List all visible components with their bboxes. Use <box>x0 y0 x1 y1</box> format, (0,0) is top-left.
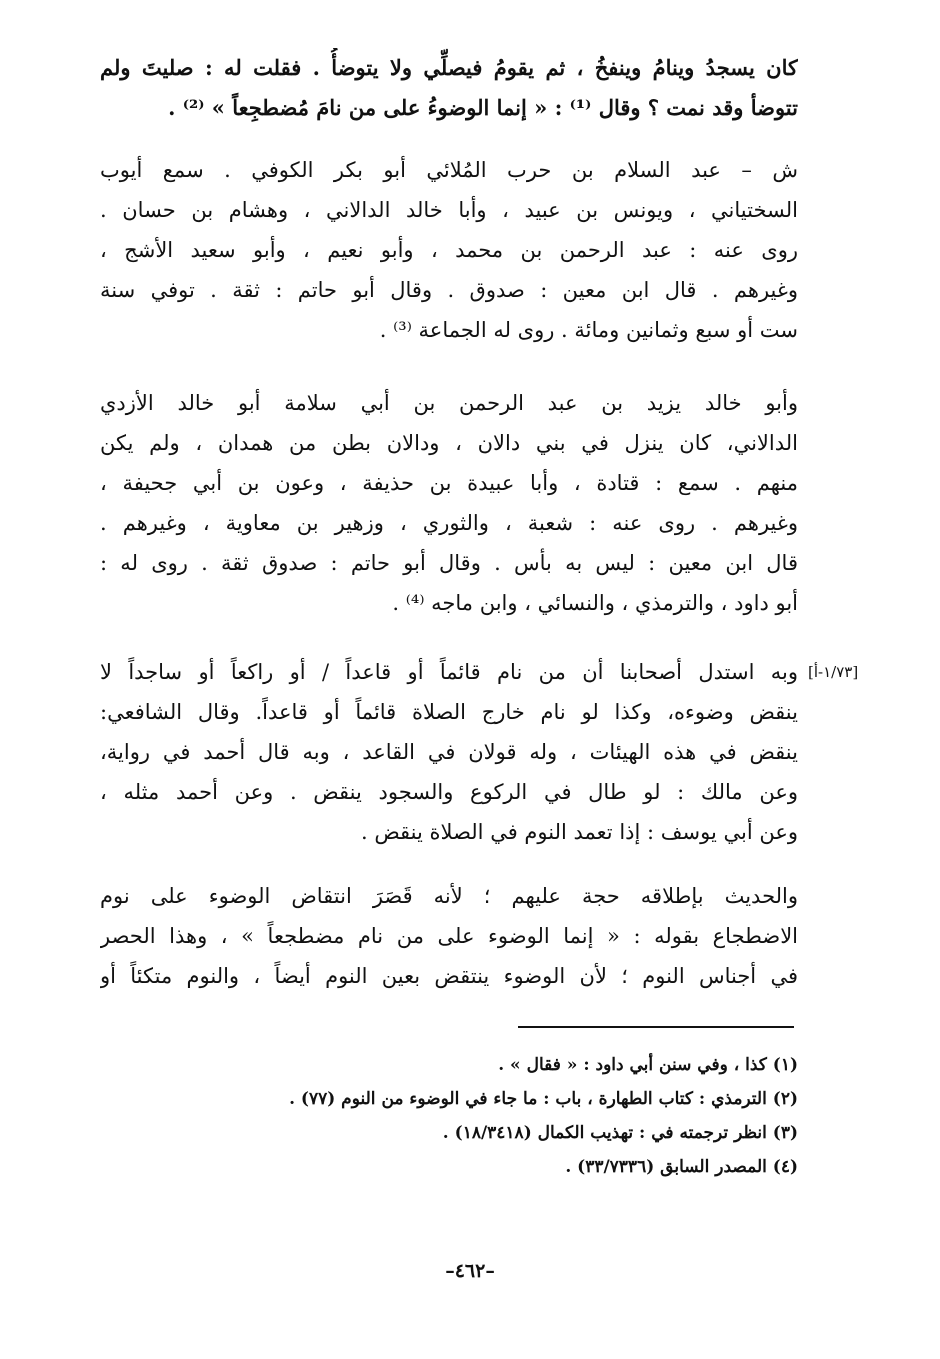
footnotes <box>100 1048 798 1184</box>
text-line: ينقض في هذه الهيئات ، وله قولان في القاعد ، وبه قال أحمد في رواية، <box>100 740 798 764</box>
text-line: منهم . سمع : قتادة ، وأبا عبيدة بن حذيفة ، وعون بن أبي جحيفة ، <box>100 471 798 495</box>
text-line: ينقض وضوءه، وكذا لو نام خارج الصلاة قائماً أو قاعداً. وقال الشافعي: <box>100 700 798 724</box>
text-line: روى عنه : عبد الرحمن بن محمد ، وأبو نعيم ، وأبو سعيد الأشج ، <box>100 238 798 262</box>
commentary-paragraph <box>100 652 798 852</box>
footnote: (٣) انظر ترجمته في : تهذيب الكمال (١٨/٣٤١٨) . <box>442 1123 798 1143</box>
footnote: (١) كذا ، وفي سنن أبي داود : « فقال » . <box>498 1055 798 1075</box>
commentary-paragraph <box>100 383 798 623</box>
text-line: وبه استدل أصحابنا أن من نام قائماً أو قاعداً / أو راكعاً أو ساجداً لا <box>100 660 798 684</box>
text-line: وعن أبي يوسف : إذا تعمد النوم في الصلاة ينقض . <box>360 820 798 844</box>
text-line: أبو داود ، والترمذي ، والنسائي ، وابن ماجه ⁽⁴⁾ . <box>392 591 798 615</box>
text-line: وأبو خالد يزيد بن عبد الرحمن بن أبي سلامة أبو خالد الأزدي <box>100 391 798 415</box>
footnote: (٢) الترمذي : كتاب الطهارة ، باب : ما جاء في الوضوء من النوم (٧٧) . <box>289 1089 798 1109</box>
text-line: السختياني ، ويونس بن عبيد ، وأبا خالد الدالاني ، وهشام بن حسان . <box>100 198 798 222</box>
text-line: الدالاني، كان ينزل في بني دالان ، ودالان بطن من همدان ، ولم يكن <box>100 431 798 455</box>
margin-manuscript-reference: [١/٧٣-أ] <box>808 663 859 681</box>
page-number: –٤٦٢– <box>445 1260 495 1282</box>
text-line: في أجناس النوم ؛ لأن الوضوء ينتقض بعين النوم أيضاً ، والنوم متكئاً أو <box>100 964 798 988</box>
commentary-paragraph <box>100 150 798 350</box>
commentary-paragraph <box>100 876 798 996</box>
text-line: ست أو سبع وثمانين ومائة . روى له الجماعة ⁽³⁾ . <box>379 318 798 342</box>
text-line: تتوضأ وقد نمت ؟ وقال ⁽¹⁾ : « إنما الوضوءُ على من نامَ مُضطجِعاً » ⁽²⁾ . <box>168 95 798 120</box>
text-line: قال ابن معين : ليس به بأس . وقال أبو حاتم : صدوق ثقة . روى له : <box>100 551 798 575</box>
text-line: والحديث بإطلاقه حجة عليهم ؛ لأنه قَصَرَ انتقاض الوضوء على نوم <box>100 884 798 908</box>
footnote: (٤) المصدر السابق (٣٣/٧٣٣٦) . <box>565 1157 798 1177</box>
text-line: كان يسجدُ وينامُ وينفخُ ، ثم يقومُ فيصلِّي ولا يتوضأُ . فقلت له : صليتَ ولم <box>100 55 798 80</box>
text-line: وغيرهم . روى عنه : شعبة ، والثوري ، وزهير بن معاوية ، وغيرهم . <box>100 511 798 535</box>
hadith-text-paragraph <box>100 48 798 128</box>
text-line: وعن مالك : لو طال في الركوع والسجود ينقض . وعن أحمد مثله ، <box>100 780 798 804</box>
text-line: الاضطجاع بقوله : « إنما الوضوء على من نام مضطجعاً » ، وهذا الحصر <box>100 924 798 948</box>
text-line: ش – عبد السلام بن حرب المُلائي أبو بكر الكوفي . سمع أيوب <box>100 158 798 182</box>
footnote-separator <box>518 1026 794 1028</box>
text-line: وغيرهم . قال ابن معين : صدوق . وقال أبو حاتم : ثقة . توفي سنة <box>100 278 798 302</box>
